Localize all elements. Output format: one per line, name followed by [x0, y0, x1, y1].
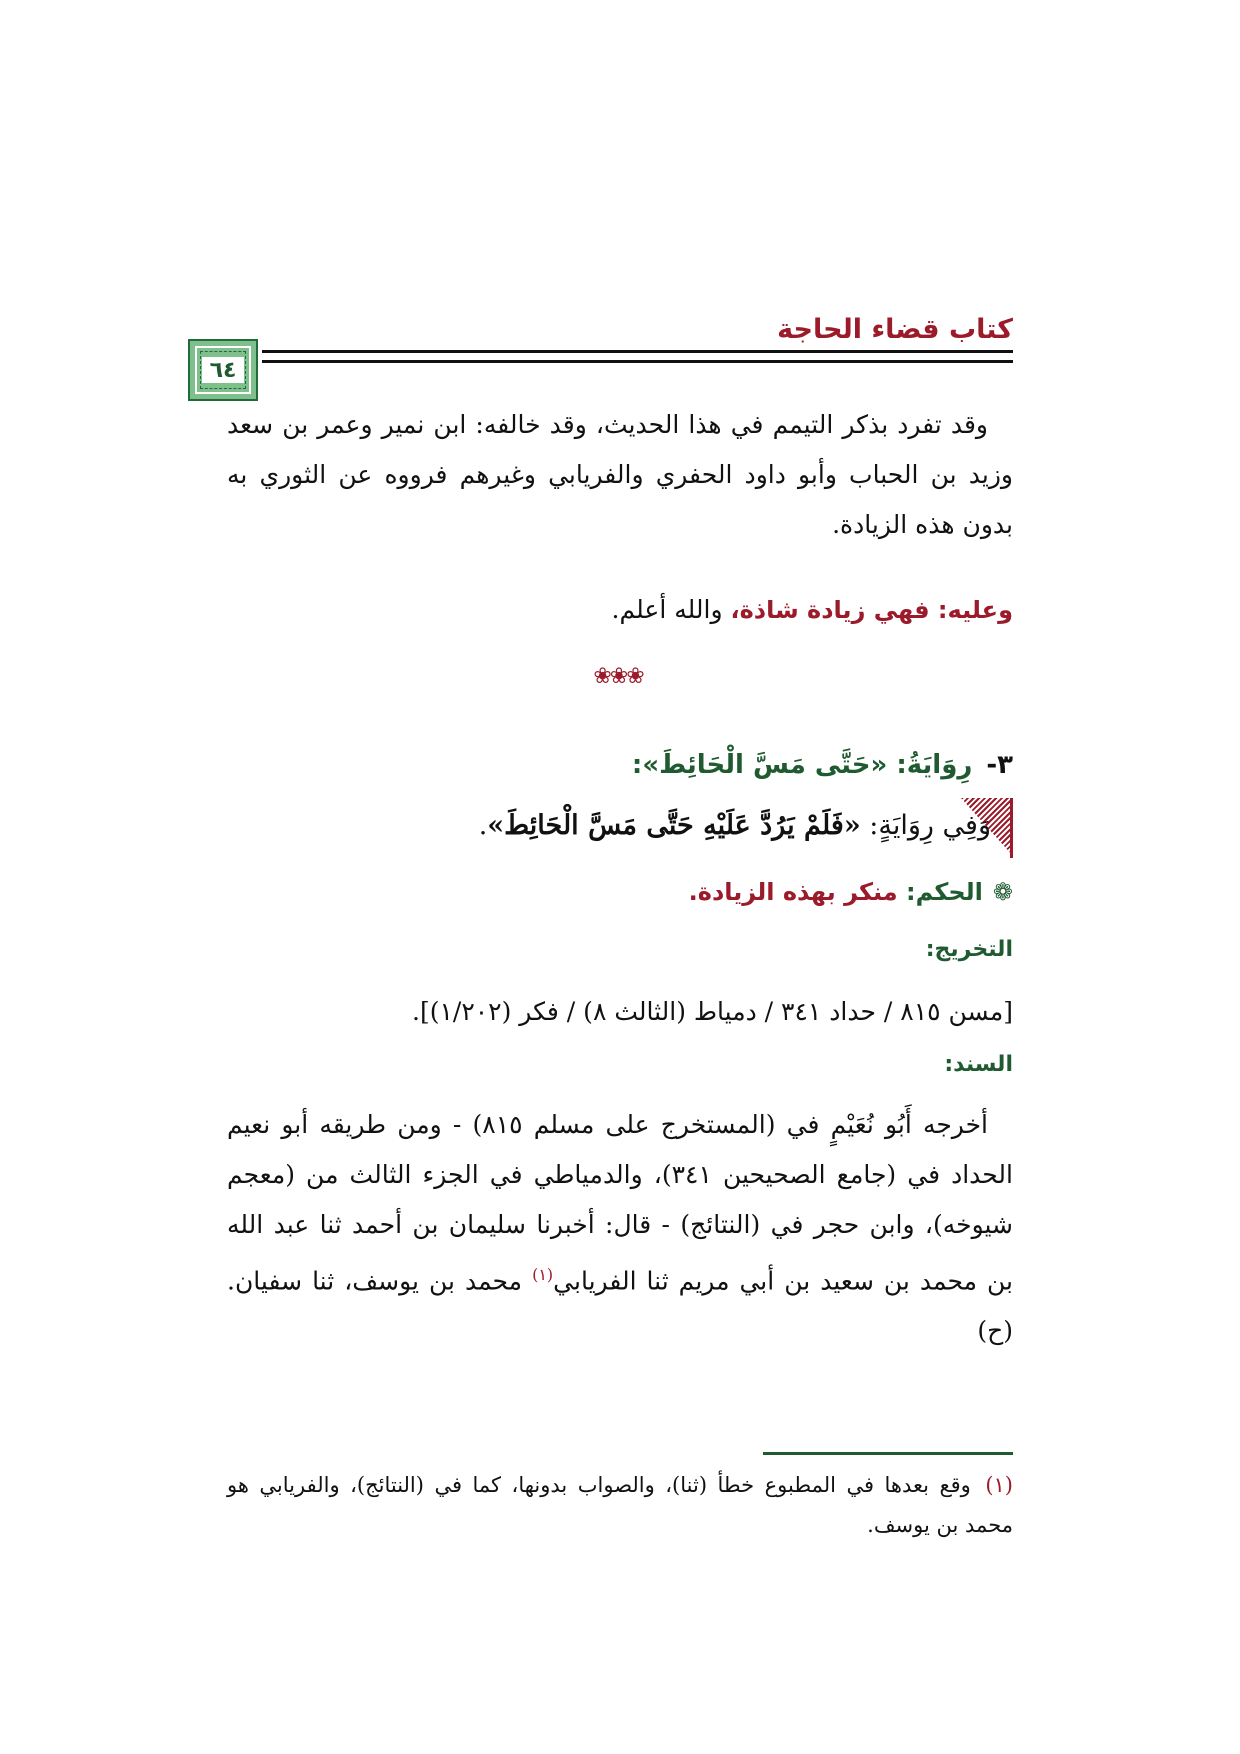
references-line: [مسن ٨١٥ / حداد ٣٤١ / دمياط (الثالث ٨) / فكر (١/٢٠٢)]. [412, 997, 1013, 1026]
section-title: رِوَايَةُ: «حَتَّى مَسَّ الْحَائِطَ»: [631, 750, 973, 780]
ruling-line [689, 870, 1013, 914]
sanad-label: السند: [944, 1052, 1013, 1077]
paragraph-1 [227, 400, 1013, 550]
page-number: ٦٤ [202, 357, 244, 383]
paragraph-2-before-note: أخرجه أَبُو نُعَيْمٍ في (المستخرج على مسلم ٨١٥) - ومن طريقه أبو نعيم الحداد في (جامع الصحيحين ٣٤١)، والدمياطي في الجزء الثالث من (معجم شيوخه)، وابن حجر في (النتائج) - قال: أخبرنا سليمان بن أحمد ثنا عبد الله بن محمد بن سعيد بن أبي مريم ثنا الفريابي [227, 1110, 1013, 1296]
section-heading [632, 745, 1013, 785]
footnote-text [227, 1465, 1013, 1545]
page-number-badge [188, 339, 258, 401]
variant-text [479, 804, 991, 848]
section-number: ٣- [986, 750, 1013, 780]
footnote-separator [763, 1452, 1013, 1455]
rosette-icon: ❁ [992, 878, 1013, 906]
variant-side-bar [1010, 798, 1013, 858]
footnote-number: (١) [985, 1473, 1013, 1497]
header-rule-bottom [262, 360, 1013, 363]
variant-end: . [478, 810, 488, 841]
conclusion-prefix: وعليه: [929, 596, 1013, 624]
variant-quote: «فَلَمْ يَرُدَّ عَلَيْهِ حَتَّى مَسَّ الْحَائِطَ» [487, 810, 861, 841]
takhrij-label: التخريج: [925, 937, 1013, 962]
footnote-body: وقع بعدها في المطبوع خطأ (ثنا)، والصواب بدونها، كما في (النتائج)، والفريابي هو محمد بن يوسف. [227, 1473, 1013, 1537]
paragraph-2-after-note: محمد بن يوسف، ثنا سفيان. (ح) [227, 1266, 1013, 1346]
conclusion-line [227, 585, 1013, 635]
footnote-reference[interactable]: (١) [532, 1265, 554, 1284]
footnote [227, 1465, 1013, 1545]
ruling-label: الحكم: [905, 878, 983, 906]
variant-narration-box [227, 798, 1013, 858]
paragraph-2-text [227, 1100, 1013, 1356]
conclusion-emphasis: فهي زيادة شاذة، [730, 596, 930, 624]
paragraph-1-text: وقد تفرد بذكر التيمم في هذا الحديث، وقد خالفه: ابن نمير وعمر بن سعد وزيد بن الحباب وأبو داود الحفري والفريابي وغيرهم فرووه عن الثوري به بدون هذه الزيادة. [227, 410, 1013, 539]
running-title: كتاب قضاء الحاجة [777, 314, 1013, 345]
flower-ornament-icon: ❀❀❀ [593, 664, 643, 689]
paragraph-2 [227, 1100, 1013, 1356]
header-rule-top [262, 350, 1013, 353]
ruling-value: منكر بهذه الزيادة. [688, 878, 906, 906]
conclusion-suffix: والله أعلم. [611, 595, 731, 624]
variant-lead: وَفِي رِوَايَةٍ: [860, 810, 991, 841]
